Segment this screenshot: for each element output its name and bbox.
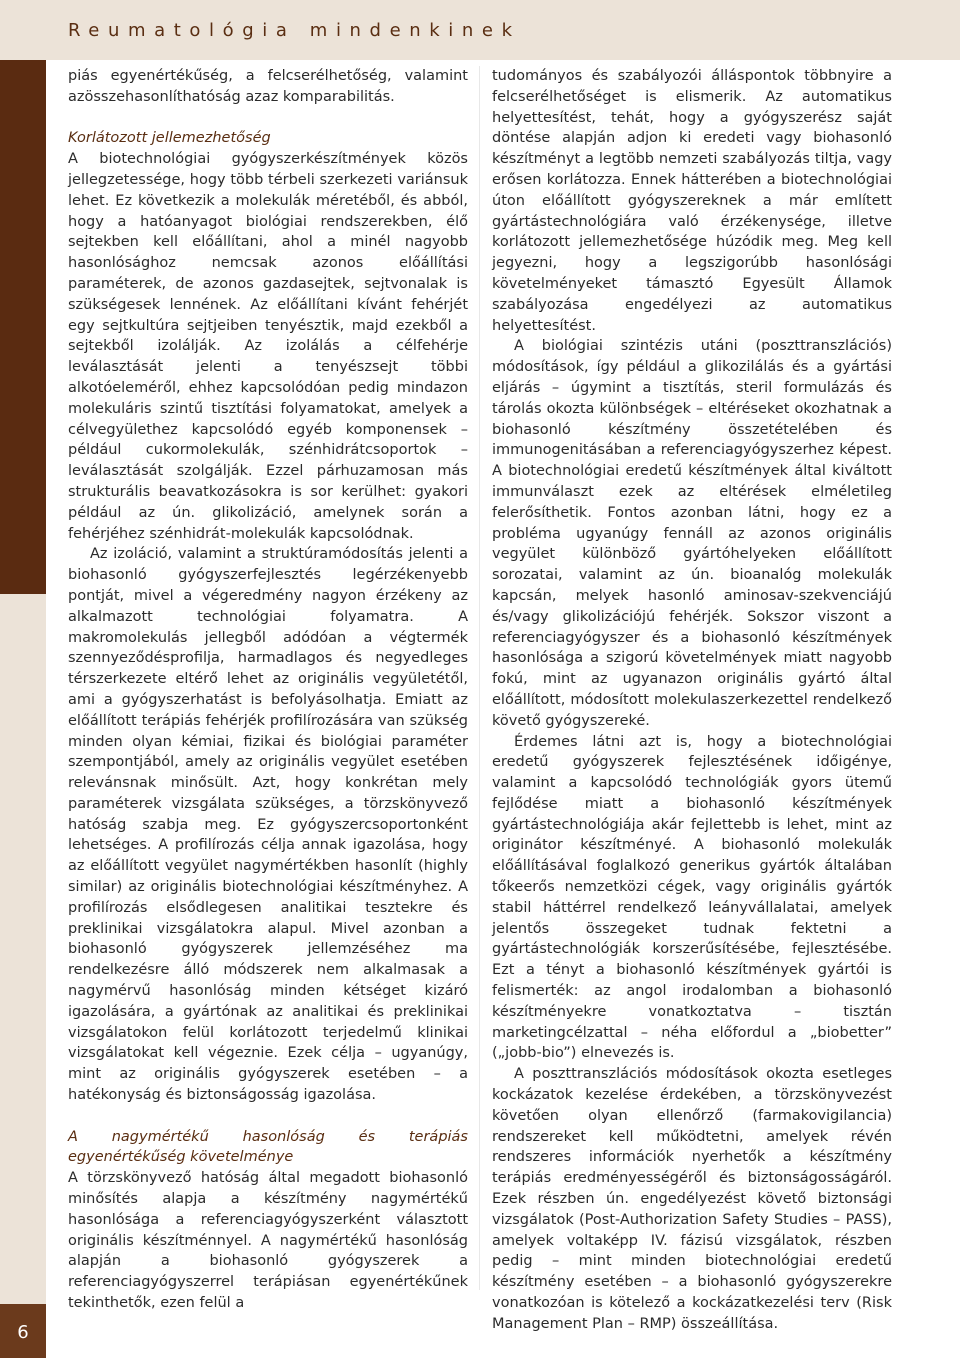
paragraph: A poszttranszlációs módosítások okozta esetleges kockázatok kezelése érdekében, a törzskönyvezést követően olyan ellenőrző (farmakovigilancia) rendszereket kell működtetni, amelyek révén rendszeres információk nyerhetők a készítmény terápiás eredményességéről és biztonságosságáról. Ezek részben ún. engedélyezést követő biztonsági vizsgálatok (Post-Authorization Safety Studies – PASS), amelyek voltaképp IV. fázisú vizsgálatok, részben pedig – mint minden biotechnológiai eredetű készítmény esetében – a biohasonló gyógyszerekre vonatkozóan is kötelező a kockázatkezelési terv (Risk Management Plan – RMP) összeállítása. bbox=[492, 1066, 892, 1332]
paragraph: piás egyenértékűség, a felcserélhetőség, valamint azösszehasonlíthatóság azaz komparabilitás. bbox=[68, 68, 468, 105]
page-number: 6 bbox=[17, 1322, 29, 1343]
paragraph: A törzskönyvező hatóság által megadott biohasonló minősítés alapja a készítmény nagymértékű hasonlósága a referenciagyógyszerként választott originális készítménnyel. A nagymértékű hasonlóság alapján a biohasonló gyógyszerek a referenciagyógyszerrel terápiásan egyenértékűnek tekinthetők, ezen felül a bbox=[68, 1170, 468, 1312]
running-header-title: Reumatológia mindenkinek bbox=[68, 20, 521, 41]
paragraph: tudományos és szabályozói álláspontok többnyire a felcserélhetőséget is elismerik. Az automatikus helyettesítést, tehát, hogy a gyógyszerész saját döntése alapján adjon ki eredeti vagy biohasonló készítményt a legtöbb nemzeti szabályozás tiltja, vagy erősen korlátozza. Ennek hátterében a biotechnológiai úton előállított gyógyszereknek a már említett gyártástechnológiára való érzékenysége, illetve korlátozott jellemezhetősége húzódik meg. Meg kell jegyezni, hogy a legszigorúbb hasonlósági követelményeket támasztó Egyesült Államok szabályozása engedélyezi az automatikus helyettesítést. bbox=[492, 68, 892, 334]
paragraph: Érdemes látni azt is, hogy a biotechnológiai eredetű gyógyszerek fejlesztésének időigénye, valamint a kapcsolódó technológiák gyors ütemű fejlődése miatt a biohasonló készítmények gyártástechnológiája akár fejlettebb is lehet, mint az originátor készítményé. A biohasonló molekulák előállításával foglalkozó generikus gyártók általában tőkeerős nemzetközi cégek, vagy originális gyártók stabil háttérrel rendelkező leányvállalatai, amelyek jelentős összegeket tudnak fektetni a gyártástechnológiák korszerűsítésébe, fejlesztésébe. Ezt a tényt a biohasonló készítmények gyártói is felismerték: az angol irodalomban a biohasonló készítményekre vonatkoztatva – tisztán marketingcélzattal – néha előfordul a „biobetter” („jobb-bio”) elnevezés is. bbox=[492, 733, 892, 1062]
left-column bbox=[68, 66, 468, 1314]
right-column bbox=[492, 66, 892, 1335]
column-divider bbox=[479, 66, 480, 1290]
section-heading: A nagymértékű hasonlóság és terápiás egyenértékűség követelménye bbox=[68, 1128, 468, 1166]
paragraph: Az izoláció, valamint a struktúramódosítás jelenti a biohasonló gyógyszerfejlesztés legérzékenyebb pontját, mivel a végeredmény nagyon érzékeny az alkalmazott technológiai folyamatra. A makromolekulás jellegből adódóan a végtermék szennyeződésprofilja, harmadlagos és negyedleges térszerkezete eltérő lehet az originális vegyületétől, ami a gyógyszerhatást is befolyásolhatja. Emiatt az előállított terápiás fehérjék profilírozására van szükség minden olyan kémiai, fizikai és biológiai paraméter szempontjából, amely az originális vegyület esetében relevánsnak minősült. Azt, hogy konkrétan mely paraméterek vizsgálata szükséges, a törzskönyvező hatóság szabja meg. Ez gyógyszercsoportonként lehetséges. A profilírozás célja annak igazolása, hogy az előállított vegyület nagymértékben hasonlít (highly similar) az originális biotechnológiai készítményhez. A profilírozás elsődlegesen analitikai tesztekre és preklinikai vizsgálatokra alapul. Mivel azonban a biohasonló gyógyszerek jellemzéséhez ma rendelkezésre álló módszerek nem alkalmasak a nagymérvű hasonlóság minden kétséget kizáró igazolására, a gyártónak az analitikai és preklinikai vizsgálatokon felül korlátozott terjedelmű klinikai vizsgálatokat kell végeznie. Ezek célja – ugyanúgy, mint az originális gyógyszerek esetében – a hatékonyság és biztonságosság igazolása. bbox=[68, 546, 468, 1104]
paragraph: A biotechnológiai gyógyszerkészítmények közös jellegzetessége, hogy több térbeli szerkezeti variánsuk lehet. Ez következik a molekulák méretéből, és abból, hogy a hatóanyagot biológiai rendszerekben, élő sejtekben kell előállítani, ahol a minél nagyobb hasonlósághoz nemcsak azonos előállítási paraméterek, de azonos gazdasejtek, sejtvonalak is szükségesek lennének. Az előállítani kívánt fehérjét egy sejtkultúra sejtjeiben tenyésztik, majd ezekből a sejtekből izolálják. Az izolálás a célfehérje leválasztását jelenti a tenyészsejt többi alkotóeleméről, ehhez kapcsolódóan pedig mindazon molekuláris szintű tisztítási folyamatokat, amelyek a célvegyülethez kapcsolódó egyéb komponensek – például cukormolekulák, szénhidrátcsoportok – leválasztását szolgálják. Ezzel párhuzamosan más strukturális beavatkozásokra is sor kerülhet: gyakori például az ún. glikolizáció, amelynek során a fehérjéhez szénhidrát-molekulák kapcsolódnak. bbox=[68, 151, 468, 542]
side-bar-dark bbox=[0, 60, 46, 594]
paragraph: A biológiai szintézis utáni (poszttranszlációs) módosítások, így például a glikozilálás és a gyártási eljárás – úgymint a tisztítás, steril formulázás és tárolás okozta különbségek – eltéréseket okozhatnak a biohasonló készítmény összetételében és immunogenitásában a referenciagyógyszerhez képest. A biotechnológiai eredetű készítmények által kiváltott immunválaszt ezek az eltérések elméletileg felerősíthetik. Fontos azonban látni, hogy ez a probléma ugyanúgy fennáll az azonos originális vegyület különböző gyártóhelyeken előállított sorozatai, valamint az ún. bioanalóg molekulák kapcsán, melyek hasonló aminosav-szekvenciájú és/vagy glikolizációjú fehérjék. Sokszor viszont a referenciagyógyszer és a biohasonló készítmények hasonlósága a szigorú követelmények miatt nagyobb fokú, mint az ugyanazon originális gyártó által előállított, módosított molekulaszerkezettel rendelkező követő gyógyszereké. bbox=[492, 338, 892, 729]
section-heading: Korlátozott jellemezhetőség bbox=[68, 130, 271, 147]
side-bar-light bbox=[0, 594, 46, 1304]
